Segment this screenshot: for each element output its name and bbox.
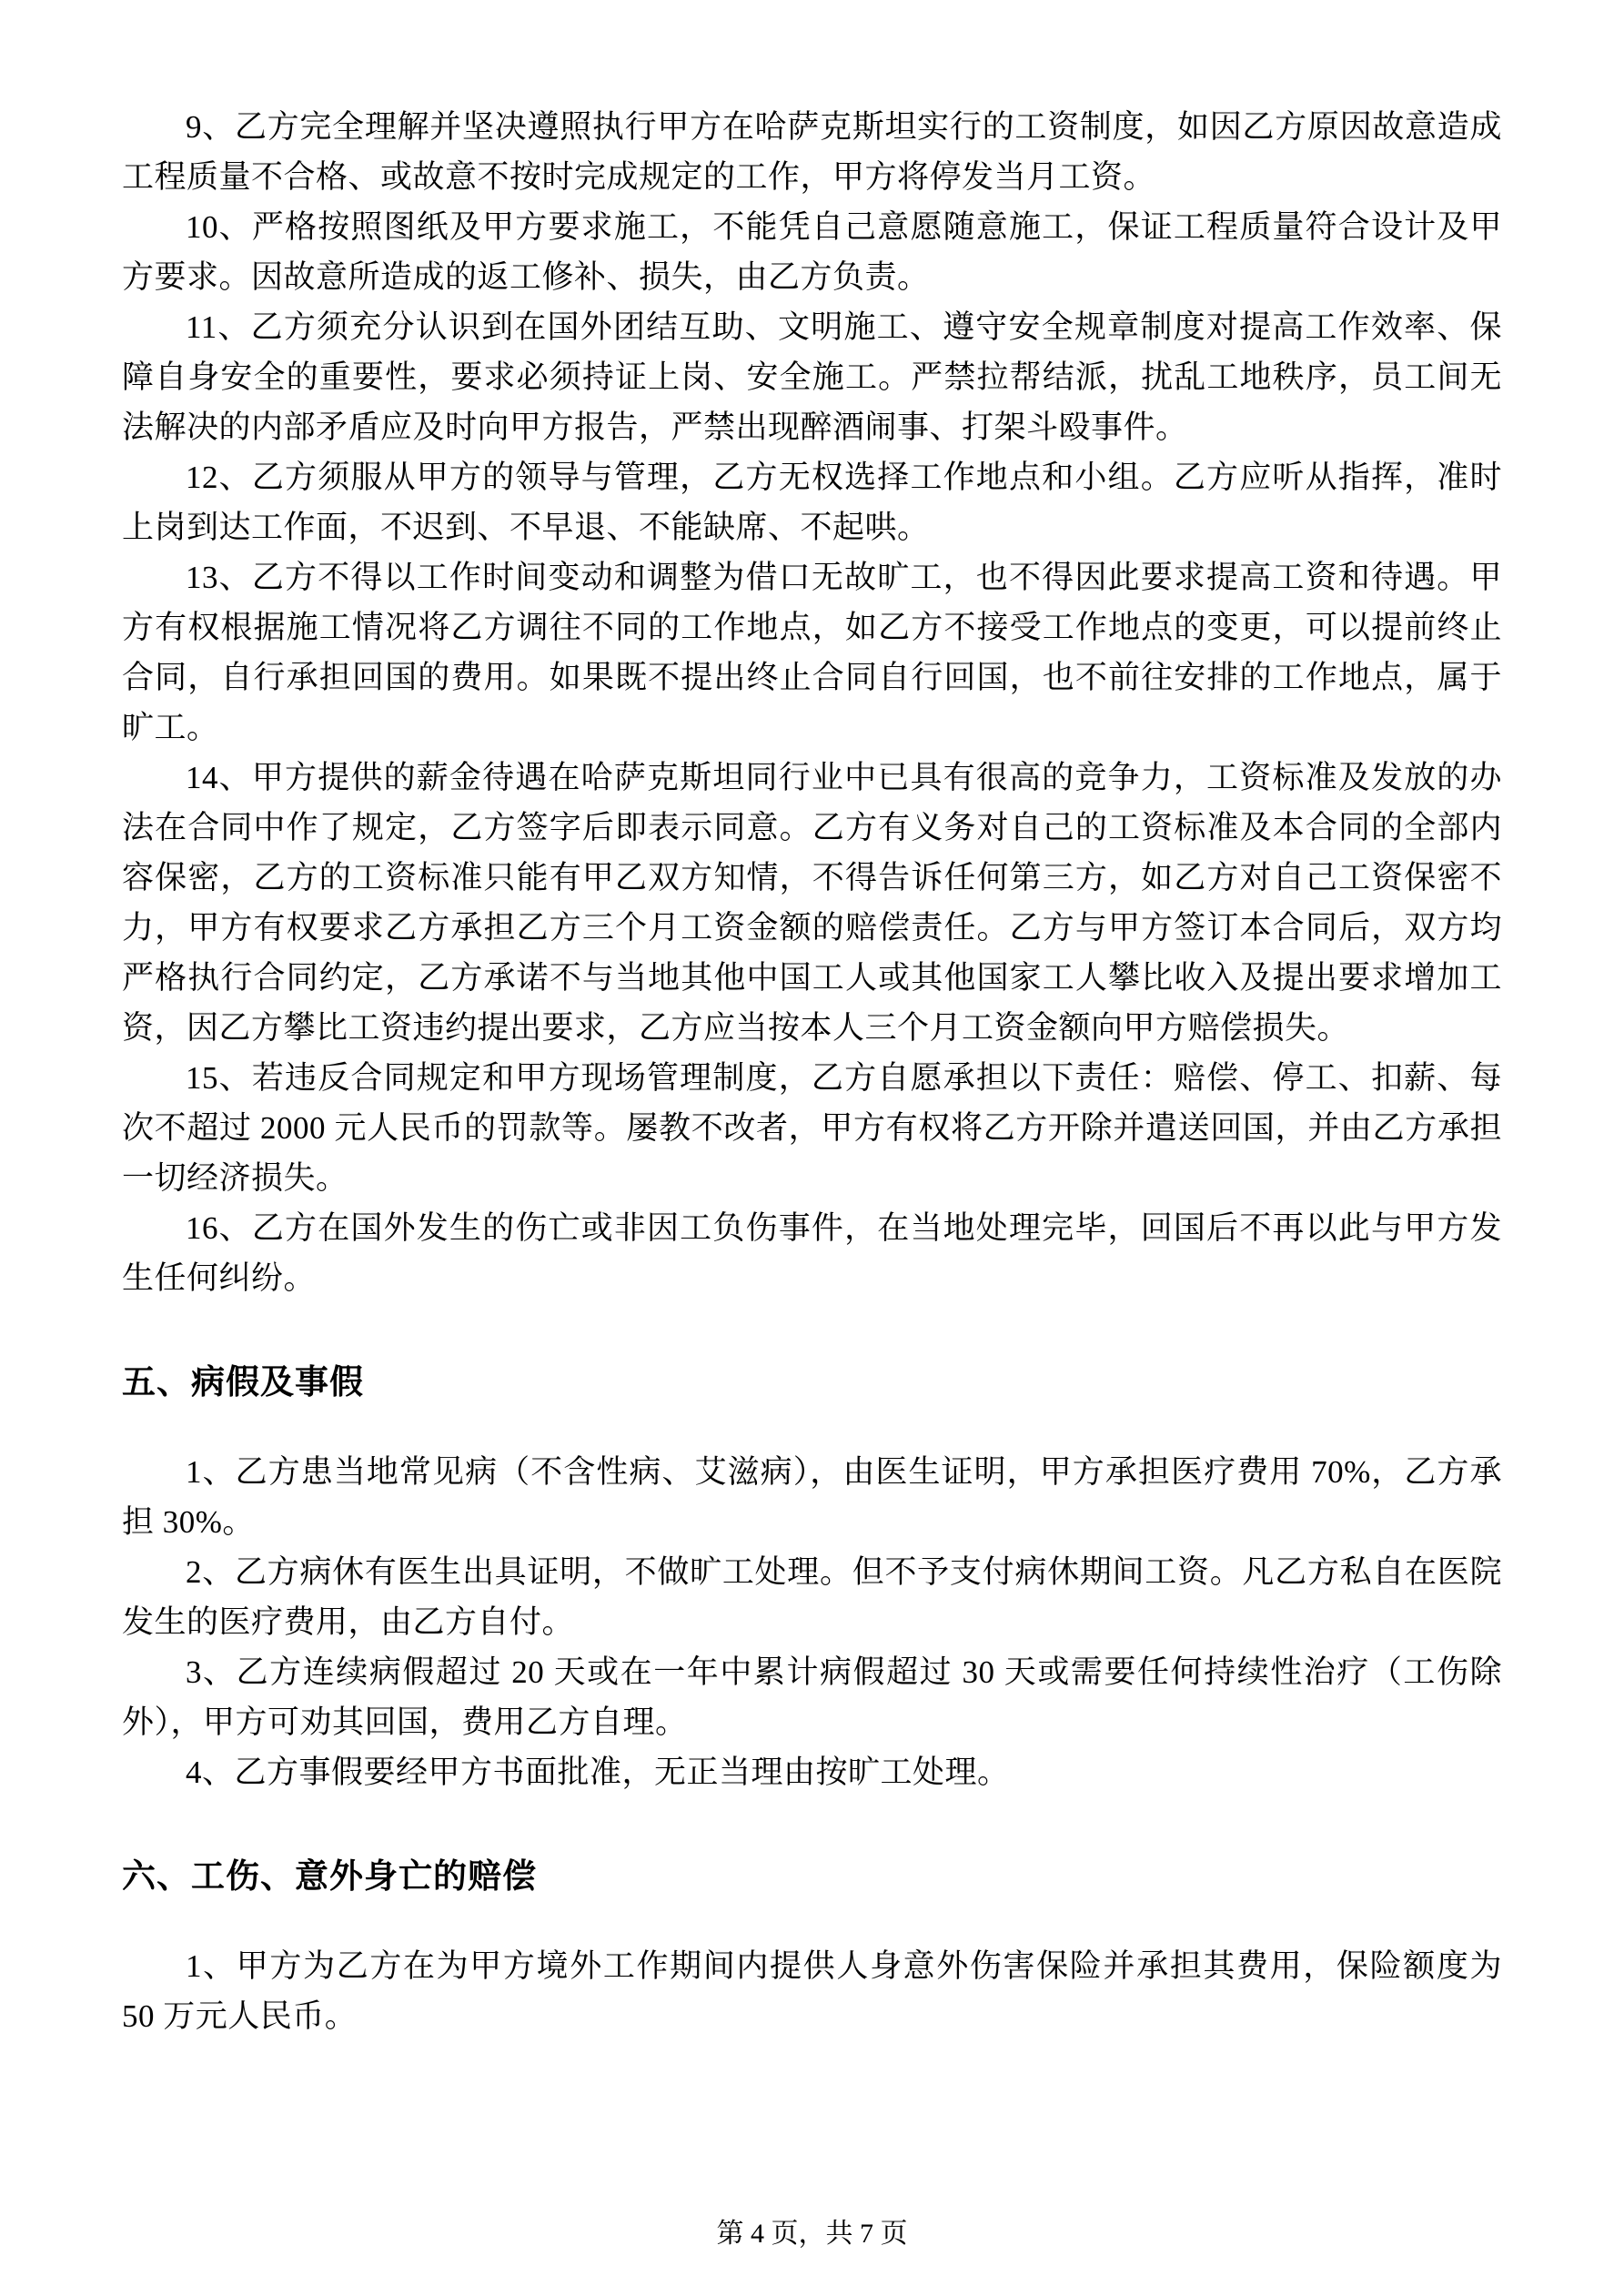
document-body <box>122 102 1502 2041</box>
contract-clause: 3、乙方连续病假超过 20 天或在一年中累计病假超过 30 天或需要任何持续性治疗（工伤除外），甲方可劝其回国，费用乙方自理。 <box>122 1654 1502 1740</box>
contract-clause: 15、若违反合同规定和甲方现场管理制度，乙方自愿承担以下责任：赔偿、停工、扣薪、每次不超过 2000 元人民币的罚款等。屡教不改者，甲方有权将乙方开除并遣送回国，并由乙方承担一切经济损失。 <box>122 1060 1502 1196</box>
contract-clause: 4、乙方事假要经甲方书面批准，无正当理由按旷工处理。 <box>186 1755 1010 1790</box>
contract-clause: 13、乙方不得以工作时间变动和调整为借口无故旷工，也不得因此要求提高工资和待遇。甲方有权根据施工情况将乙方调往不同的工作地点，如乙方不接受工作地点的变更，可以提前终止合同，自行承担回国的费用。如果既不提出终止合同自行回国，也不前往安排的工作地点，属于旷工。 <box>122 560 1502 745</box>
contract-clause: 16、乙方在国外发生的伤亡或非因工负伤事件，在当地处理完毕，回国后不再以此与甲方发生任何纠纷。 <box>122 1210 1502 1296</box>
contract-clause: 10、严格按照图纸及甲方要求施工，不能凭自己意愿随意施工，保证工程质量符合设计及甲方要求。因故意所造成的返工修补、损失，由乙方负责。 <box>122 209 1502 295</box>
section-heading: 五、病假及事假 <box>122 1363 364 1401</box>
contract-clause: 12、乙方须服从甲方的领导与管理，乙方无权选择工作地点和小组。乙方应听从指挥，准时上岗到达工作面，不迟到、不早退、不能缺席、不起哄。 <box>122 460 1502 545</box>
section-heading: 六、工伤、意外身亡的赔偿 <box>122 1857 537 1895</box>
page-number-label: 第 4 页，共 7 页 <box>716 2219 908 2249</box>
contract-clause: 9、乙方完全理解并坚决遵照执行甲方在哈萨克斯坦实行的工资制度，如因乙方原因故意造成工程质量不合格、或故意不按时完成规定的工作，甲方将停发当月工资。 <box>122 109 1502 195</box>
contract-clause: 14、甲方提供的薪金待遇在哈萨克斯坦同行业中已具有很高的竞争力，工资标准及发放的办法在合同中作了规定，乙方签字后即表示同意。乙方有义务对自己的工资标准及本合同的全部内容保密，乙方的工资标准只能有甲乙双方知情，不得告诉任何第三方，如乙方对自己工资保密不力，甲方有权要求乙方承担乙方三个月工资金额的赔偿责任。乙方与甲方签订本合同后，双方均严格执行合同约定，乙方承诺不与当地其他中国工人或其他国家工人攀比收入及提出要求增加工资，因乙方攀比工资违约提出要求，乙方应当按本人三个月工资金额向甲方赔偿损失。 <box>122 760 1502 1046</box>
contract-clause: 11、乙方须充分认识到在国外团结互助、文明施工、遵守安全规章制度对提高工作效率、保障自身安全的重要性，要求必须持证上岗、安全施工。严禁拉帮结派，扰乱工地秩序，员工间无法解决的内部矛盾应及时向甲方报告，严禁出现醉酒闹事、打架斗殴事件。 <box>122 309 1502 445</box>
page-footer <box>0 2216 1624 2252</box>
contract-clause: 2、乙方病休有医生出具证明，不做旷工处理。但不予支付病休期间工资。凡乙方私自在医院发生的医疗费用，由乙方自付。 <box>122 1554 1502 1640</box>
contract-clause: 1、乙方患当地常见病（不含性病、艾滋病），由医生证明，甲方承担医疗费用 70%，乙方承担 30%。 <box>122 1454 1502 1540</box>
contract-clause: 1、甲方为乙方在为甲方境外工作期间内提供人身意外伤害保险并承担其费用，保险额度为 50 万元人民币。 <box>122 1948 1502 2034</box>
